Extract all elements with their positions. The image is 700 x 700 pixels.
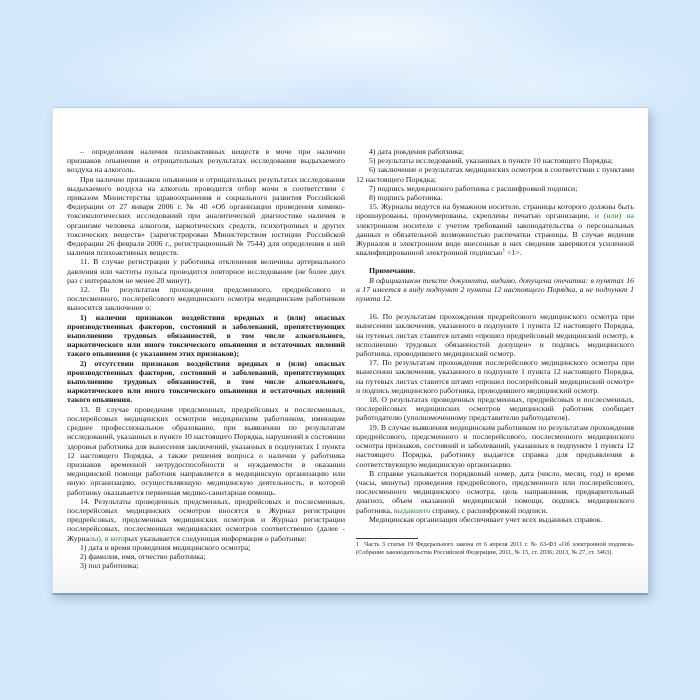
- text-segment: электронном носителе с учетом требований законодательства о персональных данных и обязательной возможностью распечатки страницы. В случае ведения Журналов в электронном виде внесенные в них сведения заверяются усиленной квалифицированной электронной подписью: [356, 220, 634, 258]
- text-segment: 3) пол работника;: [80, 561, 139, 571]
- text-segment: 13. В случае проведения предсменных, предрейсовых и послесменных, послерейсовых медицинских осмотров медицинским работником, имеющим среднее профессиональное образование, при выявлении по результатам исследований, указанных в пункте 10 настоящего Порядка, нарушений в состоянии здоровья работника для вынесения заключений, указанных в подпунктах 1 пункта 12 настоящего Порядка, а также решения вопроса о наличии у работника признаков временной нетрудоспособности и нуждаемости в оказании медицинской помощи работник направляется в медицинскую организацию или иную организацию, осуществляющую медицинскую деятельность, в которой работнику оказывается первичная медико-санитарная помощь.: [67, 404, 345, 497]
- paragraph: [356, 193, 634, 202]
- text-segment: 7) подпись медицинского работника с расшифровкой подписи;: [369, 183, 578, 193]
- footnote-text: [356, 541, 634, 556]
- paragraph: [356, 395, 634, 423]
- text-segment: Медицинская организация обеспечивает учет всех выданных справок.: [369, 514, 603, 524]
- paragraph: [67, 405, 345, 497]
- text-segment: 17. По результатам прохождения послерейсового медицинского осмотра при вынесении заключения, указанного в подпункте 1 пункта 12 настоящего Порядка, на путевых листах ставится штамп «прошел послерейсовый медицинский осмотр» и подпись медицинского работника, проводившего медицинский осмотр.: [356, 358, 634, 395]
- text-segment: 1) дата и время проведения медицинского осмотра;: [80, 542, 251, 552]
- paragraph: [356, 266, 634, 275]
- paragraph: [356, 202, 634, 257]
- paragraph: [67, 552, 345, 561]
- paragraph: [356, 515, 634, 524]
- footnote: [356, 538, 634, 556]
- footnote-reference: 1: [502, 248, 506, 254]
- text-segment: 16. По результатам прохождения предрейсового медицинского осмотра при вынесении заключения, указанного в подпункте 1 пункта 12 настоящего Порядка, на путевых листах ставится штамп «прошел предрейсовый медицинский осмотр, к исполнению трудовых обязанностей допущен» и подпись медицинского работника, проводившего медицинский осмотр.: [356, 312, 634, 359]
- text-segment: В официальном тексте документа, видимо, допущена опечатка: в пунктах 16 и 17 имеется в виду подпункт 2 пункта 12 настоящего Порядка, а не подпункт 1 пункта 12.: [356, 275, 634, 304]
- text-segment: 2) отсутствии признаков воздействия вредных и (или) опасных производственных факторов, состояний и заболеваний, препятствующих выполнению трудовых обязанностей, в том числе алкогольного, наркотического или иного токсического опьянения и остаточных явлений такого опьянения.: [67, 358, 345, 405]
- right-column: [356, 147, 634, 570]
- text-segment: В справке указывается порядковый номер, дата (число, месяц, год) и время (часы, минуты) проведения предрейсового, предсменного или послерейсового, послесменного медицинского осмотра, цель направления, предварительный диагноз, объем оказанной медицинской помощи, подпись медицинского работника,: [356, 468, 634, 515]
- paragraph: [67, 285, 345, 313]
- page-content: [53, 108, 648, 570]
- text-segment: 19. В случае выявления медицинским работником по результатам прохождения предрейсового, предсменного и послерейсового, послесменного медицинского осмотра признаков, состояний и заболеваний, указанных в подпункте 1 пункта 12 настоящего Порядка, работнику выдается справка для предъявления в соответствующую медицинскую организацию.: [356, 422, 634, 469]
- paragraph: [67, 313, 345, 359]
- paragraph: [67, 543, 345, 552]
- paragraph: [67, 561, 345, 570]
- text-segment: справку, с расшифровкой подписи.: [430, 505, 548, 515]
- paragraph: [356, 147, 634, 156]
- text-segment: 5) результаты исследований, указанных в пункте 10 настоящего Порядка;: [369, 156, 613, 166]
- text-segment: 8) подпись работника.: [369, 193, 443, 203]
- text-segment: 18. О результатах проведенных предсменных, предрейсовых и послесменных, послерейсовых медицинских осмотров медицинский работник сообщает работодателю (уполномоченному представителю работодателя).: [356, 395, 634, 423]
- text-segment: <1>.: [505, 248, 522, 258]
- paragraph: [67, 257, 345, 285]
- footnote-body: Часть 3 статьи 19 Федерального закона от 6 апреля 2011 г. № 63-ФЗ «Об электронной подписи» (Собрание законодательства Российской Федерации, 2011, № 15, ст. 2036; 2013, № 27, ст. 3463).: [356, 540, 634, 556]
- text-segment: 12. По результатам прохождения предсменного, предрейсового и послесменного, послерейсового медицинского осмотра медицинским работником выносится заключение о:: [67, 285, 345, 313]
- paragraph: [356, 423, 634, 469]
- text-segment: 4) дата рождения работника;: [369, 147, 465, 156]
- text-segment: 2) фамилия, имя, отчество работника;: [80, 551, 206, 561]
- document-page: [52, 107, 648, 593]
- text-segment: – определения наличия психоактивных веществ в моче при наличии признаков опьянения и отрицательных результатах исследования выдыхаемого воздуха на алкоголь.: [67, 147, 345, 175]
- text-segment: 11. В случае регистрации у работника отклонения величины артериального давления или частоты пульса проводится повторное исследование (не более двух раз с интервалом не менее 20 минут).: [67, 257, 345, 285]
- paragraph: [356, 312, 634, 358]
- paragraph: [67, 175, 345, 258]
- text-segment: При наличии признаков опьянения и отрицательных результатах исследования выдыхаемого воздуха на алкоголь проводится отбор мочи в соответствии с приказом Министерства здравоохранения и социального развития Российской Федерации от 27 января 2006 г. № 40 «Об организации проведения химико-токсикологических исследований при аналитической диагностике наличия в организме человека алкоголя, наркотических средств, психотропных и других токсических веществ» (зарегистрирован Министерством юстиции Российской Федерации 26 февраля 2006 г., регистрационный № 7544) для определения в ней наличия психоактивных веществ.: [67, 174, 345, 258]
- paragraph: [356, 184, 634, 193]
- paragraph: [356, 469, 634, 515]
- paragraph: [67, 359, 345, 405]
- paragraph: [67, 497, 345, 543]
- footnote-separator-rule: [356, 538, 418, 539]
- paragraph: [356, 276, 634, 304]
- amended-text-segment: выдавшего: [391, 505, 431, 515]
- amended-text-segment: лы), в кото: [89, 533, 125, 543]
- text-segment: 14. Результаты проведенных предсменных, предрейсовых и послесменных, послерейсовых медицинских осмотров вносятся в Журнал регистрации предрейсовых, предсменных медицинских осмотров и Журнал регистрации послерейсовых, послесменных медицинских осмотров соответственно (далее - Журна: [67, 496, 345, 543]
- paragraph: [356, 156, 634, 165]
- text-segment: 15. Журналы ведутся на бумажном носителе, страницы которого должны быть прошнурованы, пронумерованы, скреплены печатью организации,: [356, 202, 634, 221]
- text-segment: рых указывается следующая информация о работнике:: [124, 533, 307, 543]
- paragraph: [356, 165, 634, 183]
- paragraph: [356, 358, 634, 395]
- text-segment: Примечание.: [369, 266, 416, 276]
- text-segment: 1) наличии признаков воздействия вредных и (или) опасных производственных факторов, состояний и заболеваний, препятствующих выполнению трудовых обязанностей, в том числе алкогольного, наркотического или иного токсического опьянения и остаточных явлений такого опьянения (с указанием этих признаков);: [67, 312, 345, 359]
- paragraph: [67, 147, 345, 175]
- text-segment: 6) заключение о результатах медицинских осмотров в соответствии с пунктами 12 настоящего Порядка;: [356, 165, 634, 184]
- amended-text-segment: и (или) на: [589, 211, 634, 221]
- left-column: [67, 147, 345, 570]
- footnote-marker: 1: [356, 540, 360, 548]
